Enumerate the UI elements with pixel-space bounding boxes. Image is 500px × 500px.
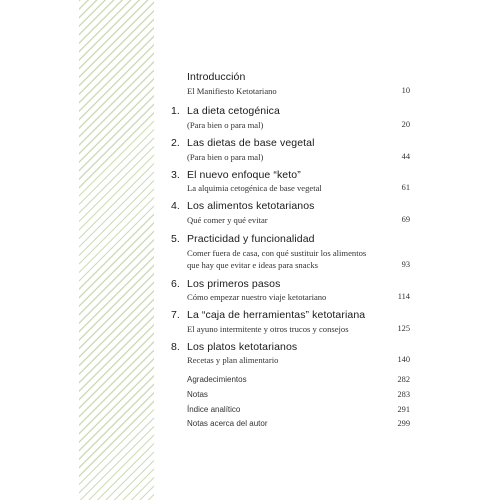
entry-title: Los platos ketotarianos [187,341,298,353]
entry-title: Índice analítico [187,405,241,414]
entry-page: 291 [397,405,410,414]
entry-page: 114 [397,292,410,301]
entry-title: Notas acerca del autor [187,419,268,428]
entry-title: Practicidad y funcionalidad [187,233,315,245]
entry-page: 283 [397,390,410,399]
entry-page: 282 [397,375,410,384]
entry-title: Las dietas de base vegetal [187,137,315,149]
entry-subtitle: El ayuno intermitente y otros trucos y consejos [187,324,349,334]
entry-page: 93 [401,260,410,269]
entry-subtitle: (Para bien o para mal) [187,152,264,162]
entry-title: Los primeros pasos [187,278,281,290]
entry-title: Agradecimientos [187,375,247,384]
entry-title: Los alimentos ketotarianos [187,200,315,212]
entry-page: 20 [401,120,410,129]
entry-subtitle: La alquimia cetogénica de base vegetal [187,183,322,193]
entry-subtitle: Qué comer y qué evitar [187,215,268,225]
entry-subtitle: (Para bien o para mal) [187,120,264,130]
chapter-number: 1. [171,105,180,117]
entry-title: La “caja de herramientas” ketotariana [187,309,366,321]
entry-title: Notas [187,390,208,399]
entry-title: Introducción [187,71,246,83]
chapter-number: 2. [171,137,180,149]
entry-title: La dieta cetogénica [187,105,280,117]
entry-page: 69 [401,215,410,224]
chapter-number: 3. [171,169,180,181]
entry-subtitle: Comer fuera de casa, con qué sustituir los alimentos [187,248,367,258]
chapter-number: 8. [171,341,180,353]
entry-subtitle: El Manifiesto Ketotariano [187,86,277,96]
entry-page: 299 [397,419,410,428]
entry-subtitle: Recetas y plan alimentario [187,355,279,365]
entry-page: 44 [401,152,410,161]
chapter-number: 5. [171,233,180,245]
entry-page: 10 [401,86,410,95]
entry-page: 61 [401,183,410,192]
entry-page: 125 [397,324,410,333]
entry-subtitle: Cómo empezar nuestro viaje ketotariano [187,292,327,302]
chapter-number: 6. [171,278,180,290]
chapter-number: 7. [171,309,180,321]
entry-title: El nuevo enfoque “keto” [187,169,301,181]
chapter-number: 4. [171,200,180,212]
entry-page: 140 [397,355,410,364]
entry-subtitle-line-2: que hay que evitar e ideas para snacks [187,260,318,270]
